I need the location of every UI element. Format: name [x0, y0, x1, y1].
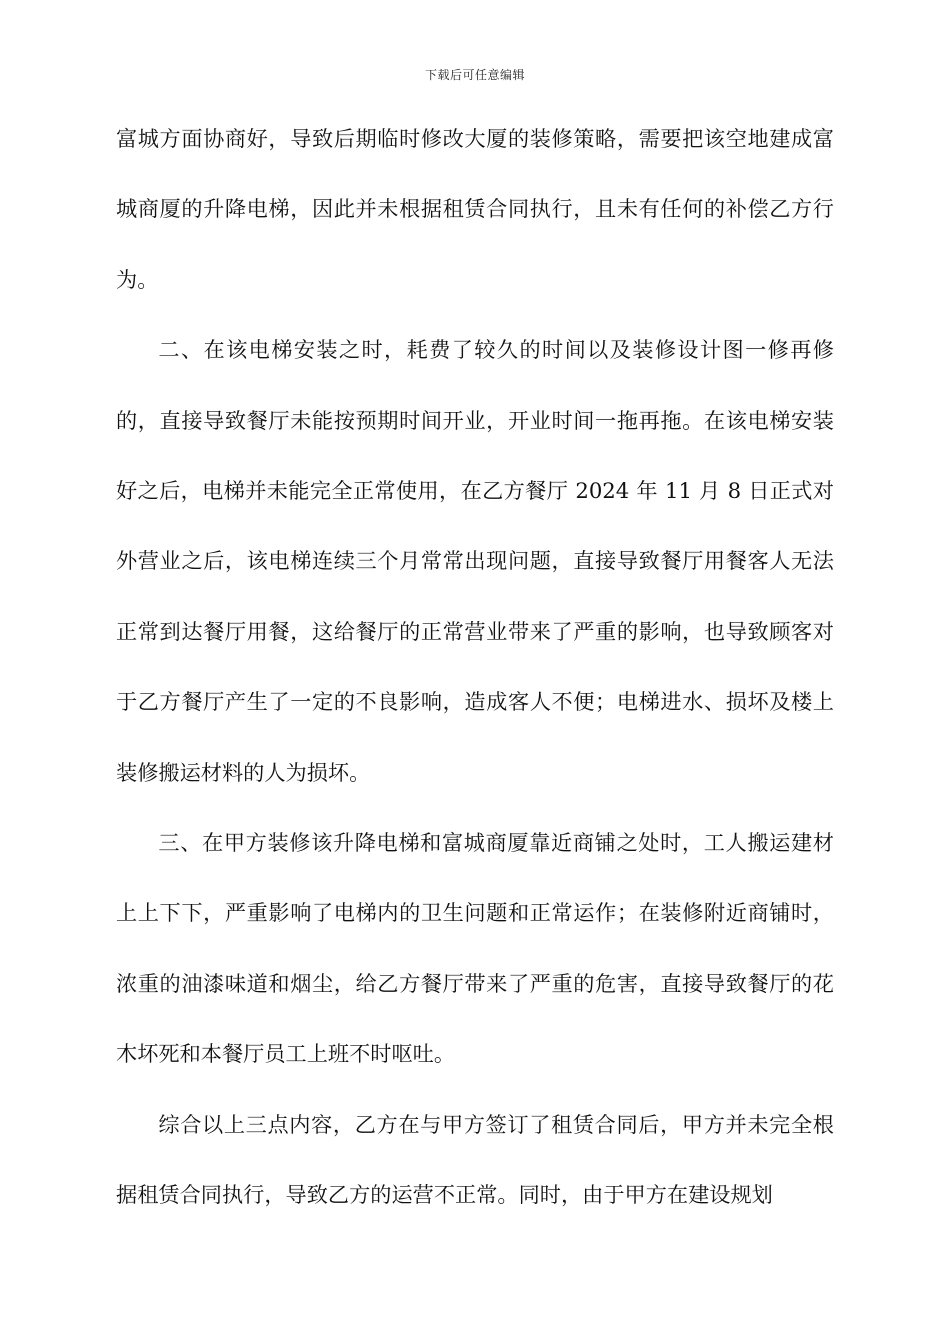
paragraph-summary: 综合以上三点内容，乙方在与甲方签订了租赁合同后，甲方并未完全根据租赁合同执行，导致乙方的运营不正常。同时，由于甲方在建设规划: [116, 1111, 834, 1208]
paragraph-point-three: 三、在甲方装修该升降电梯和富城商厦靠近商铺之处时，工人搬运建材上上下下，严重影响了电梯内的卫生问题和正常运作；在装修附近商铺时，浓重的油漆味道和烟尘，给乙方餐厅带来了严重的危害，直接导致餐厅的花木坏死和本餐厅员工上班不时呕吐。: [116, 830, 834, 1067]
page-header: 下载后可任意编辑: [424, 68, 525, 82]
paragraph-point-two: 二、在该电梯安装之时，耗费了较久的时间以及装修设计图一修再修的，直接导致餐厅未能按预期时间开业，开业时间一拖再拖。在该电梯安装好之后，电梯并未能完全正常使用，在乙方餐厅 2024 年 11 月 8 日正式对外营业之后，该电梯连续三个月常常出现问题，直接导致餐厅用餐客人无法正常到达餐厅用餐，这给餐厅的正常营业带来了严重的影响，也导致顾客对于乙方餐厅产生了一定的不良影响，造成客人不便；电梯进水、损坏及楼上装修搬运材料的人为损坏。: [116, 337, 834, 785]
document-body: [116, 104, 834, 1231]
paragraph-continuation: 富城方面协商好，导致后期临时修改大厦的装修策略，需要把该空地建成富城商厦的升降电梯，因此并未根据租赁合同执行，且未有任何的补偿乙方行为。: [116, 126, 834, 292]
